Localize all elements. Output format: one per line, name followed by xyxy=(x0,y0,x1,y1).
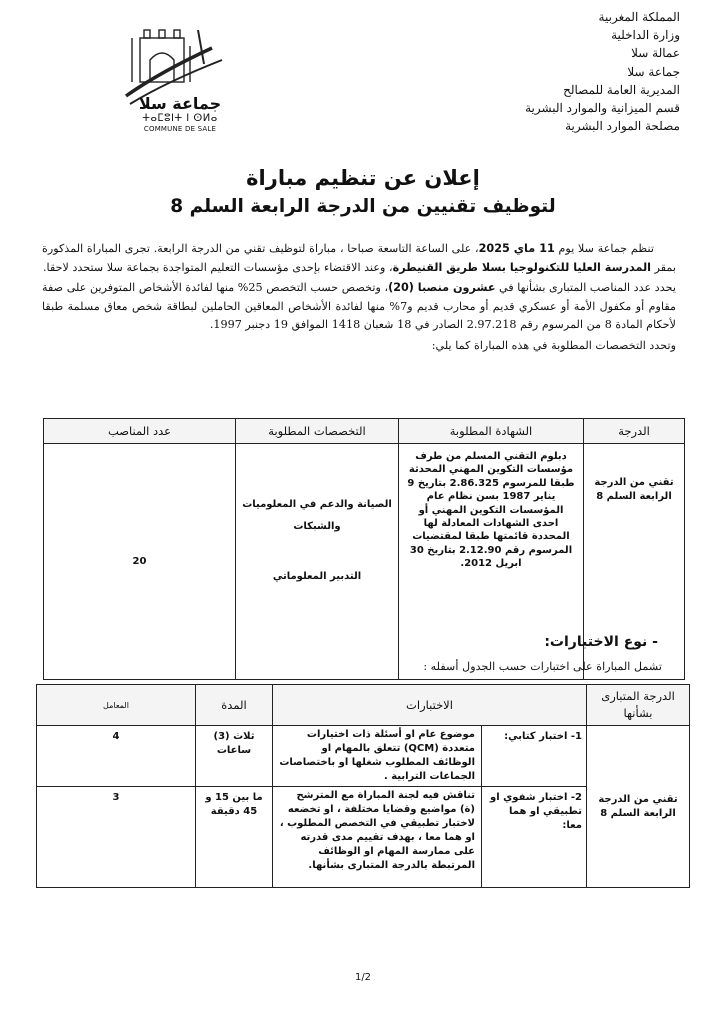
administrative-header xyxy=(450,8,680,135)
exams-table-header xyxy=(37,685,690,726)
cell-posts: 20 xyxy=(44,444,236,680)
header-line-ministry: وزارة الداخلية xyxy=(611,28,680,43)
intro-paragraph-3: وتحدد التخصصات المطلوبة في هذه المباراة كما يلي: xyxy=(431,338,676,352)
page-number: 1/2 xyxy=(354,972,372,983)
exams-table xyxy=(36,684,690,888)
cell-exam-type: 2- اختبار شفوي او تطبيقي او هما معا: xyxy=(482,787,587,888)
announcement-subtitle: لتوظيف تقنيين من الدرجة الرابعة السلم 8 xyxy=(170,196,556,217)
specialty-2: التدبير المعلوماتي xyxy=(272,571,362,582)
header-line-directorate: المديرية العامة للمصالح xyxy=(563,82,680,97)
header-line-service: مصلحة الموارد البشرية xyxy=(565,119,680,134)
table-row xyxy=(37,726,690,787)
intro-text xyxy=(42,240,676,358)
cell-grade: تقني من الدرجة الرابعة السلم 8 xyxy=(584,444,685,680)
cell-exam-grade: تقني من الدرجة الرابعة السلم 8 xyxy=(587,726,690,888)
cell-exam-desc: موضوع عام او أسئلة ذات اختيارات متعددة (QCM) تتعلق بالمهام او الوظائف المطلوب شغلها او باختصاصات الجماعات الترابية . xyxy=(273,726,482,787)
header-line-division: قسم الميزانية والموارد البشرية xyxy=(525,101,680,116)
intro-paragraph-2: يحدد عدد المناصب المتبارى بشأنها في عشرون منصبا (20)، وتخصص حسب التخصص 25% منها لفائدة الأشخاص المتوفرين على صفة مقاوم أو مكفول الأمة أو عسكري قديم أو محارب قديم و7% منها لفائدة الأشخاص المعاقين الحاملين لبطاقة شخص معاق مسلمة طبقا لأحكام المادة 8 من المرسوم رقم 2.97.218 الصادر في 18 شعبان 1418 الموافق 19 دجنبر 1997. xyxy=(42,281,676,332)
col-coefficient: المعامل xyxy=(37,685,196,726)
col-diploma: الشهادة المطلوبة xyxy=(399,419,584,444)
intro-paragraph-1: تنظم جماعة سلا يوم 11 ماي 2025، على الساعة التاسعة صباحا ، مباراة لتوظيف تقني من الدرجة الرابعة. تجرى المباراة المذكورة بمقر المدرسة العليا للتكنولوجيا بسلا طريق القنيطرة، وعند الاقتضاء بإحدى مؤسسات التعليم المتواجدة بجماعة سلا ستحدد لاحقا. xyxy=(42,242,676,274)
cell-exam-type: 1- اختبار كتابي: xyxy=(482,726,587,787)
cell-exam-desc: تناقش فيه لجنة المباراة مع المترشح (ة) مواضيع وقضايا مختلفة ، او تخضعه لاختبار تطبيقي في التخصص المطلوب ، او هما معا ، بهدف تقييم مدى قدرته على ممارسة المهام او الوظائف المرتبطة بالدرجة المتبارى بشأنها. xyxy=(273,787,482,888)
header-line-commune: جماعة سلا xyxy=(627,64,680,79)
exams-heading: - نوع الاختبارات: xyxy=(544,634,658,650)
cell-exam-coef: 4 xyxy=(37,726,196,787)
logo-tifinagh-name: ⵜⴰⵎⵓⵏⵜ ⵏ ⵙⵍⴰ xyxy=(142,113,218,124)
col-exams: الاختبارات xyxy=(273,685,587,726)
col-grade: الدرجة xyxy=(584,419,685,444)
header-line-prefecture: عمالة سلا xyxy=(631,46,680,61)
cell-exam-duration: ما بين 15 و 45 دقيقة xyxy=(196,787,273,888)
col-exam-grade: الدرجة المتبارى بشأنها xyxy=(587,685,690,726)
positions-table-header xyxy=(44,419,685,444)
cell-diploma: دبلوم التقني المسلم من طرف مؤسسات التكوين المهني المحدثة طبقا للمرسوم 2.86.325 بتاريخ 9 يناير 1987 بسن نظام عام المؤسسات التكوين المهني أو احدى الشهادات المعادلة لها المحددة قائمتها طبقا لمقتضيات المرسوم رقم 2.12.90 بتاريخ 30 ابريل 2012. xyxy=(399,444,584,680)
announcement-title: إعلان عن تنظيم مباراة xyxy=(246,166,480,190)
col-duration: المدة xyxy=(196,685,273,726)
header-line-kingdom: المملكة المغربية xyxy=(598,10,680,24)
specialty-1: الصيانة والدعم في المعلوميات والشبكات xyxy=(242,499,392,532)
col-posts: عدد المناصب xyxy=(44,419,236,444)
cell-exam-duration: ثلاث (3) ساعات xyxy=(196,726,273,787)
cell-exam-coef: 3 xyxy=(37,787,196,888)
logo-arabic-name: جماعة سلا xyxy=(138,94,222,113)
exams-subtext: تشمل المباراة على اختبارات حسب الجدول أسفله : xyxy=(423,660,662,673)
col-specialties: التخصصات المطلوبة xyxy=(236,419,399,444)
cell-specialties xyxy=(236,444,399,680)
logo-french-name: COMMUNE DE SALE xyxy=(143,125,217,133)
